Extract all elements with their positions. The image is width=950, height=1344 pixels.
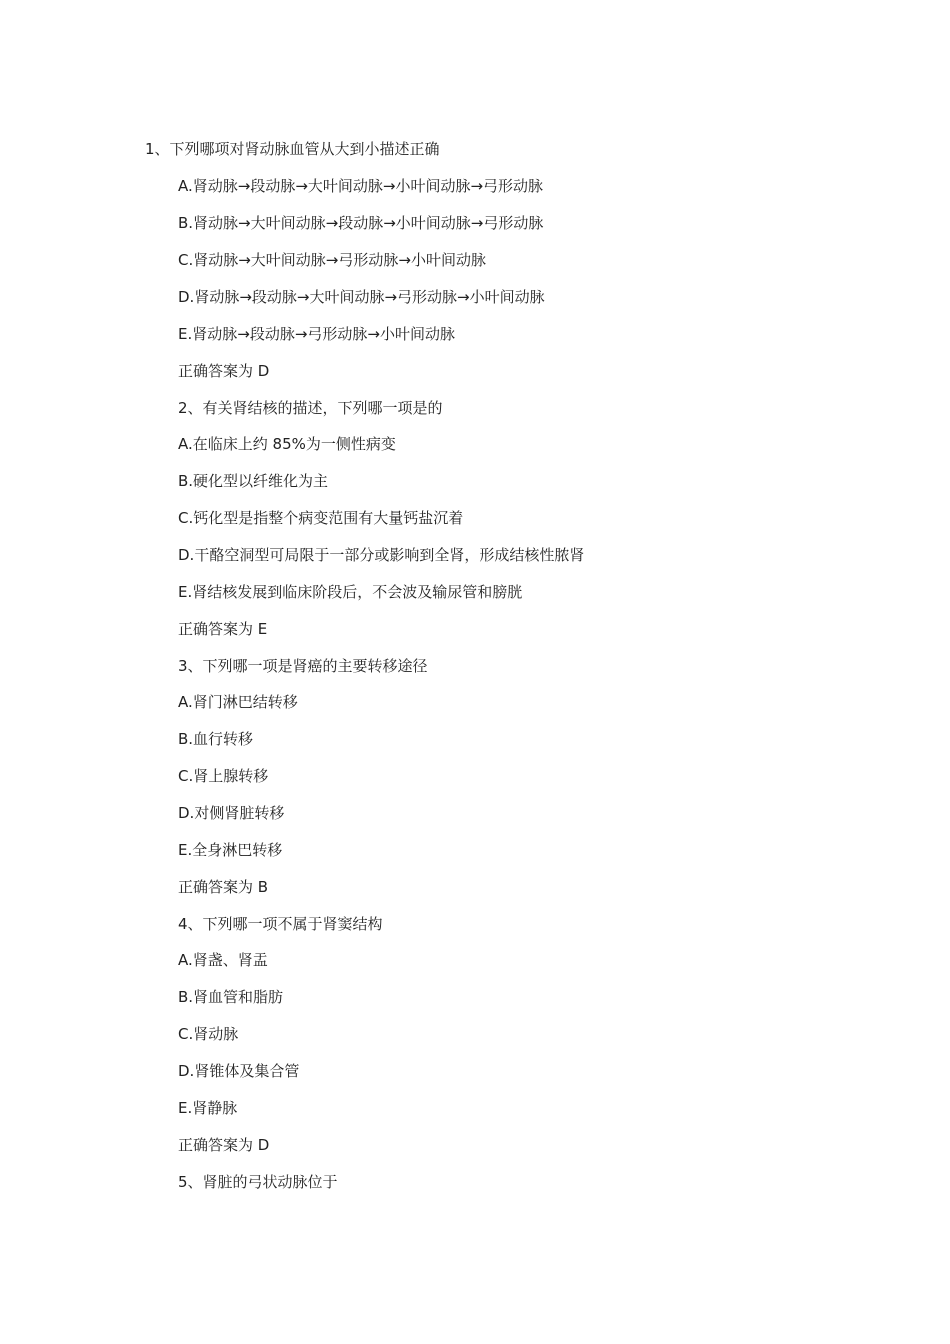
q3-option-d: D.对侧肾脏转移	[178, 804, 285, 822]
question-1: 1、下列哪项对肾动脉血管从大到小描述正确	[145, 140, 440, 158]
q1-option-a: A.肾动脉→段动脉→大叶间动脉→小叶间动脉→弓形动脉	[178, 177, 544, 195]
q4-option-b: B.肾血管和脂肪	[178, 988, 284, 1006]
q4-option-e: E.肾静脉	[178, 1099, 238, 1117]
q4-option-a: A.肾盏、肾盂	[178, 951, 268, 969]
question-5: 5、肾脏的弓状动脉位于	[178, 1173, 338, 1191]
q2-option-e: E.肾结核发展到临床阶段后，不会波及输尿管和膀胱	[178, 583, 523, 601]
q1-option-b: B.肾动脉→大叶间动脉→段动脉→小叶间动脉→弓形动脉	[178, 214, 544, 232]
q2-option-c: C.钙化型是指整个病变范围有大量钙盐沉着	[178, 509, 464, 527]
q3-option-b: B.血行转移	[178, 730, 254, 748]
q2-option-b: B.硬化型以纤维化为主	[178, 472, 329, 490]
q4-answer: 正确答案为 D	[178, 1136, 270, 1154]
q1-answer: 正确答案为 D	[178, 362, 270, 380]
q1-option-e: E.肾动脉→段动脉→弓形动脉→小叶间动脉	[178, 325, 455, 343]
q2-answer: 正确答案为 E	[178, 620, 268, 638]
q1-option-c: C.肾动脉→大叶间动脉→弓形动脉→小叶间动脉	[178, 251, 486, 269]
q4-option-c: C.肾动脉	[178, 1025, 239, 1043]
q2-option-a: A.在临床上约 85%为一侧性病变	[178, 435, 396, 453]
q1-option-d: D.肾动脉→段动脉→大叶间动脉→弓形动脉→小叶间动脉	[178, 288, 545, 306]
question-2: 2、有关肾结核的描述，下列哪一项是的	[178, 399, 443, 417]
q2-option-d: D.干酪空洞型可局限于一部分或影响到全肾，形成结核性脓肾	[178, 546, 585, 564]
q3-option-e: E.全身淋巴转移	[178, 841, 283, 859]
q3-answer: 正确答案为 B	[178, 878, 269, 896]
q4-option-d: D.肾锥体及集合管	[178, 1062, 300, 1080]
q3-option-a: A.肾门淋巴结转移	[178, 693, 298, 711]
question-3: 3、下列哪一项是肾癌的主要转移途径	[178, 657, 428, 675]
q3-option-c: C.肾上腺转移	[178, 767, 269, 785]
question-4: 4、下列哪一项不属于肾窦结构	[178, 915, 383, 933]
